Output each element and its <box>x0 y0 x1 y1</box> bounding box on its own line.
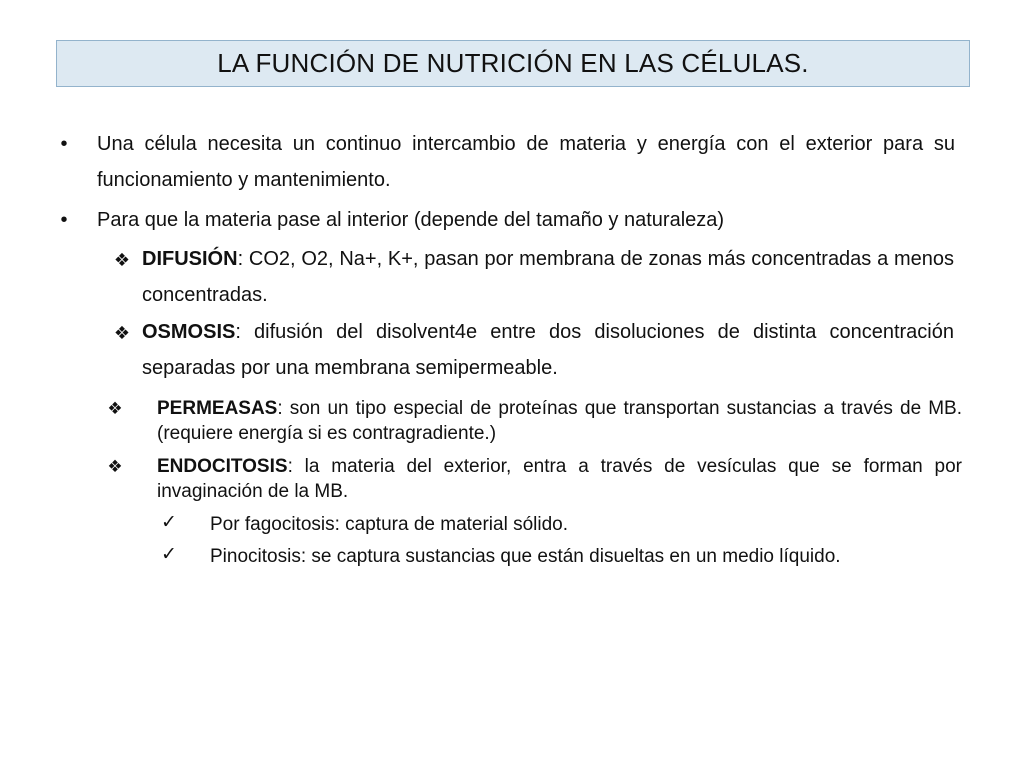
transport-term: DIFUSIÓN <box>142 248 238 270</box>
slide-title: LA FUNCIÓN DE NUTRICIÓN EN LAS CÉLULAS. <box>217 48 809 78</box>
transport-text: : la materia del exterior, entra a través de vesículas que se forman por invaginación de la MB. <box>157 456 962 502</box>
bullet-item-exchange <box>97 126 955 198</box>
transport-item-osmosis <box>142 314 954 386</box>
check-mark-icon: ✓ <box>161 544 177 565</box>
diamond-bullet-icon: ❖ <box>107 399 123 418</box>
bullet-item-matter-entry <box>97 202 955 238</box>
endocytosis-item-fagocitosis <box>210 512 962 537</box>
bullet-text: Una célula necesita un continuo intercambio de materia y energía con el exterior para su funcionamiento y mantenimiento. <box>97 133 955 191</box>
diamond-bullet-icon: ❖ <box>113 250 131 270</box>
transport-term: OSMOSIS <box>142 321 236 343</box>
transport-text: : difusión del disolvent4e entre dos disoluciones de distinta concentración separadas por una membrana semipermeable. <box>142 321 954 379</box>
transport-term: PERMEASAS <box>157 398 278 419</box>
transport-term: ENDOCITOSIS <box>157 456 288 477</box>
endocytosis-item-pinocitosis <box>210 544 962 569</box>
bullet-dot-icon: • <box>60 209 68 231</box>
transport-item-endocitosis <box>157 454 962 504</box>
bullet-dot-icon: • <box>60 133 68 155</box>
transport-item-permeasas <box>157 396 962 446</box>
bullet-text: Para que la materia pase al interior (depende del tamaño y naturaleza) <box>97 209 725 231</box>
transport-text: : son un tipo especial de proteínas que transportan sustancias a través de MB. (requiere energía si es contragradiente.) <box>157 398 962 444</box>
endocytosis-text: Pinocitosis: se captura sustancias que están disueltas en un medio líquido. <box>210 546 841 567</box>
transport-item-difusion <box>142 241 954 313</box>
transport-text: : CO2, O2, Na+, K+, pasan por membrana de zonas más concentradas a menos concentradas. <box>142 248 954 306</box>
endocytosis-text: Por fagocitosis: captura de material sólido. <box>210 514 569 535</box>
diamond-bullet-icon: ❖ <box>107 457 123 476</box>
diamond-bullet-icon: ❖ <box>113 323 131 343</box>
check-mark-icon: ✓ <box>161 512 177 533</box>
